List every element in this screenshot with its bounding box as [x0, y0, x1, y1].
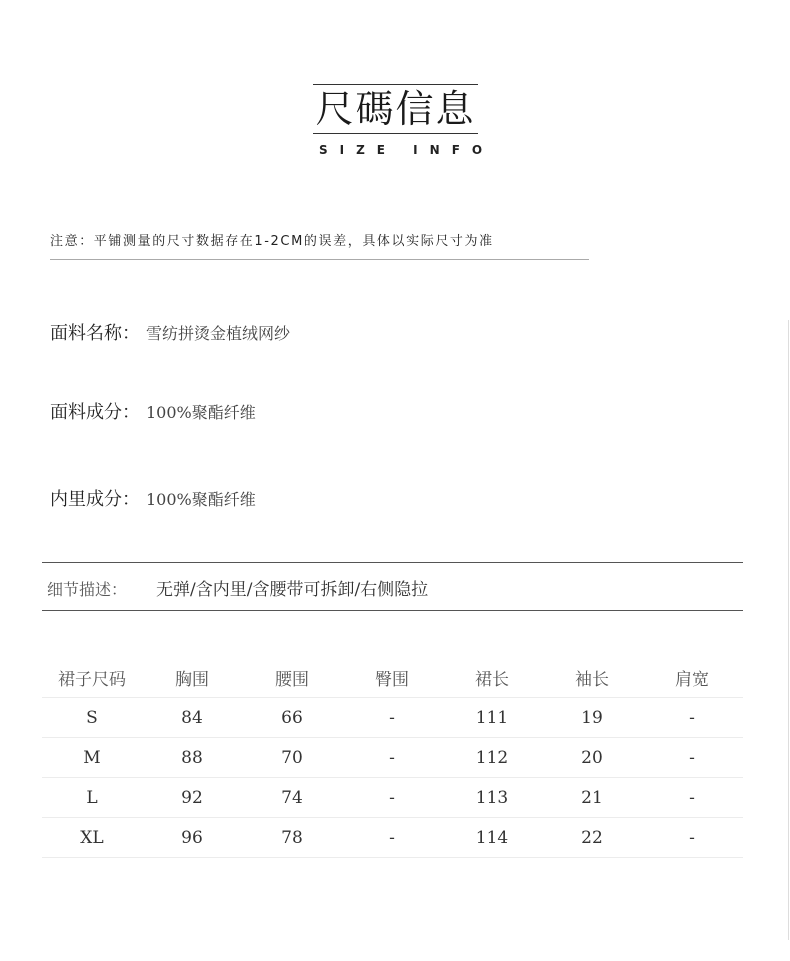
table-cell: 84 — [181, 707, 203, 728]
measurement-note: 注意：平铺测量的尺寸数据存在1-2CM的误差，具体以实际尺寸为准 — [50, 234, 494, 249]
table-cell: 78 — [281, 827, 303, 848]
spec-lining-composition — [50, 485, 256, 511]
table-header-cell: 腰围 — [275, 670, 309, 690]
table-cell: 113 — [475, 787, 509, 808]
page-subtitle: SIZE INFO — [319, 143, 495, 157]
table-cell: 66 — [281, 707, 303, 728]
size-table — [42, 658, 743, 858]
table-cell: XL — [80, 827, 104, 848]
title-bottom-rule — [313, 133, 478, 134]
detail-top-rule — [42, 562, 743, 563]
table-cell: 21 — [581, 787, 603, 808]
page-title: 尺碼信息 — [315, 87, 476, 131]
table-cell: 96 — [181, 827, 203, 848]
spec-fabric-composition — [50, 398, 256, 424]
spec-label: 内里成分： — [50, 489, 140, 510]
table-row — [42, 778, 743, 818]
table-row — [42, 818, 743, 858]
table-cell: - — [389, 787, 395, 808]
table-cell: - — [689, 747, 695, 768]
table-cell: 112 — [475, 747, 509, 768]
spec-label: 面料名称： — [50, 323, 140, 344]
table-cell: 20 — [581, 747, 603, 768]
table-cell: - — [389, 827, 395, 848]
table-cell: - — [689, 707, 695, 728]
detail-label: 细节描述： — [47, 580, 128, 599]
spec-value: 雪纺拼烫金植绒网纱 — [146, 323, 291, 343]
table-header-cell: 袖长 — [575, 670, 609, 690]
table-header-cell: 臀围 — [375, 670, 409, 690]
table-cell: L — [86, 787, 98, 808]
spec-label: 面料成分： — [50, 402, 140, 423]
table-cell: 114 — [475, 827, 509, 848]
table-cell: - — [689, 827, 695, 848]
table-cell: 19 — [581, 707, 603, 728]
table-header-cell: 肩宽 — [675, 670, 709, 690]
table-cell: - — [389, 747, 395, 768]
spec-fabric-name — [50, 319, 290, 345]
table-header-row — [42, 658, 743, 698]
table-cell: 92 — [181, 787, 203, 808]
table-cell: 74 — [281, 787, 303, 808]
spec-value: 100%聚酯纤维 — [146, 489, 256, 509]
table-row — [42, 698, 743, 738]
detail-bottom-rule — [42, 610, 743, 611]
table-cell: - — [689, 787, 695, 808]
table-cell: 111 — [475, 707, 509, 728]
table-header-cell: 胸围 — [175, 670, 209, 690]
table-row — [42, 738, 743, 778]
table-cell: 88 — [181, 747, 203, 768]
note-divider — [50, 259, 589, 260]
table-cell: 22 — [581, 827, 603, 848]
right-edge-line — [788, 320, 789, 940]
title-block — [313, 84, 495, 157]
table-cell: S — [86, 707, 98, 728]
table-cell: - — [389, 707, 395, 728]
detail-description — [47, 575, 428, 600]
table-header-cell: 裙长 — [475, 670, 509, 690]
spec-value: 100%聚酯纤维 — [146, 402, 256, 422]
table-cell: M — [83, 747, 101, 768]
table-header-cell: 裙子尺码 — [58, 670, 126, 690]
table-cell: 70 — [281, 747, 303, 768]
detail-value: 无弹/含内里/含腰带可拆卸/右侧隐拉 — [156, 580, 429, 600]
